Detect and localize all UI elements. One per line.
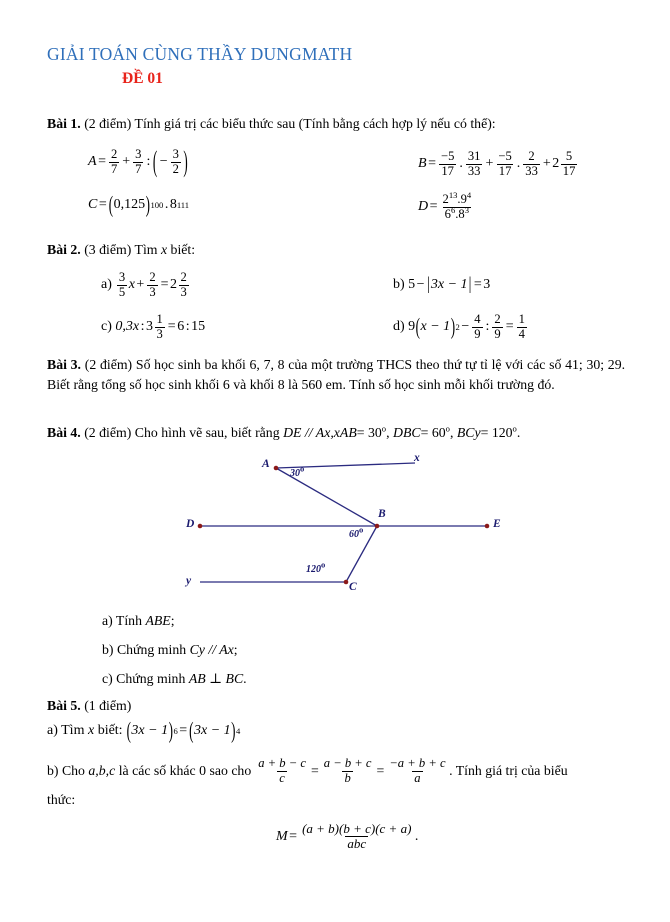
bai2-b-eq: = <box>473 276 482 292</box>
bai2-d-inner: x − 1 <box>420 319 451 335</box>
bai2-d-tag: d) <box>393 319 405 335</box>
bai2-item-d: d) 9 ( x − 1 ) 2 − $\frac{4}{9}$ : $\frac{2}{9}$ = $\frac{1}{4}$ <box>393 312 525 341</box>
expr-M-name: M <box>276 828 288 844</box>
bai4-cond4: BCy <box>456 425 481 440</box>
expr-D-eq: = <box>429 199 438 215</box>
bai4-label: Bài 4. <box>47 425 81 440</box>
bai2-heading <box>47 240 627 260</box>
bai2-item-a <box>101 271 190 299</box>
bai5-b-frac3: $\frac{-a + b + c}{a}$ <box>389 756 446 785</box>
bai5-expr-M <box>276 822 418 851</box>
point-C-dot <box>344 580 349 585</box>
expr-B-frac1: $\frac{-5}{17}$ <box>440 149 455 178</box>
expr-B-eq: = <box>428 156 436 172</box>
bai4-cond1: DE // Ax, <box>283 425 334 440</box>
bai2-b-five: 5 <box>408 276 416 292</box>
geometry-figure <box>150 448 530 612</box>
angle-label-B: 60$^o$ <box>349 524 364 540</box>
expr-C-open: ( <box>108 190 114 218</box>
bai1-points: (2 điểm) <box>84 116 132 131</box>
bai2-a-frac1: $\frac{3}{5}$ <box>118 270 126 299</box>
bai2-d-frac2: $\frac{2}{9}$ <box>494 312 501 341</box>
bai5-label: Bài 5. <box>47 698 81 713</box>
bai2-item-c <box>101 313 205 341</box>
bai2-c-rcolon: : <box>185 319 190 335</box>
bai2-c-colon: : <box>140 319 145 335</box>
bai4-qb-end: ; <box>233 642 238 657</box>
bai2-b-tag: b) <box>393 276 405 292</box>
bai4-text-pre: Cho hình vẽ sau, biết rằng <box>134 425 280 440</box>
expr-A-eq: = <box>98 154 106 170</box>
bai3-block <box>47 355 625 394</box>
expr-M-eq: = <box>289 828 298 844</box>
bai5-item-a: a) Tìm x biết: ( 3x − 1 ) 6 = ( 3x − 1 ) 4 <box>47 716 241 744</box>
bai5-heading <box>47 696 447 716</box>
expr-A-minus: − <box>159 154 168 170</box>
expr-A-colon: : <box>146 154 151 170</box>
bai4-question-b <box>102 640 502 660</box>
bai2-d-frac1: $\frac{4}{9}$ <box>474 312 481 341</box>
bai2-a-x: x <box>128 277 135 293</box>
bai2-a-whole: 2 <box>170 277 178 293</box>
bai5-b-frac2: $\frac{a - b + c}{b}$ <box>323 756 372 785</box>
bai2-a-eq: = <box>160 277 169 293</box>
bai2-c-eq: = <box>167 319 176 335</box>
expr-B-dot2: . <box>516 156 521 172</box>
bai2-b-minus: − <box>416 276 425 292</box>
label-point-A: A <box>262 458 270 470</box>
bai2-c-r1: 6 <box>177 319 185 335</box>
bai4-qa-tag: a) <box>102 613 113 628</box>
bai2-d-frac3: $\frac{1}{4}$ <box>518 312 525 341</box>
bai4-eq1: = 30 <box>356 425 382 440</box>
expr-C-close: ) <box>145 190 150 218</box>
exam-code: ĐỀ 01 <box>122 70 163 87</box>
bai2-d-open: ( <box>415 313 421 340</box>
bai2-d-colon: : <box>485 319 490 335</box>
bai4-deg2: o <box>445 423 450 434</box>
bai4-block <box>47 423 637 443</box>
bai2-c-whole: 3 <box>146 319 153 335</box>
bai2-d-close: ) <box>450 313 456 340</box>
bai2-c-frac: $\frac{1}{3}$ <box>156 312 163 341</box>
expr-D-name: D <box>418 199 429 215</box>
bai3-points: (2 điểm) <box>84 357 133 372</box>
label-point-B: B <box>378 508 386 520</box>
bai5-a-close1: ) <box>168 716 173 744</box>
bai5-a-var: x <box>87 722 95 738</box>
expr-A-plus: + <box>122 154 131 170</box>
bai4-qb-text: Chứng minh <box>116 642 187 657</box>
bai5-a-text: biết: <box>97 722 123 738</box>
bai3-text: Số học sinh ba khối 6, 7, 8 của một trường THCS theo thứ tự tỉ lệ với các số 41; 30; 29. Biết rằng tổng số học sinh khối 6 và khối 8 là 560 em. Tính số học sinh mỗi khối trường đó. <box>47 357 626 392</box>
expr-A-close-paren: ) <box>183 143 188 179</box>
point-A-dot <box>274 466 279 471</box>
bai5-b-cont: thức: <box>47 792 76 807</box>
bai5-a-tag: a) Tìm <box>47 722 85 738</box>
bai2-prompt-post: biết: <box>170 242 196 257</box>
bai2-prompt-pre: Tìm <box>134 242 158 257</box>
bai4-question-a <box>102 611 502 631</box>
expr-M-period: . <box>414 828 419 844</box>
expr-M-fraction <box>300 822 413 851</box>
label-ray-y: y <box>186 575 192 587</box>
bai4-eq3: = 120 <box>480 425 513 440</box>
point-D-dot <box>198 524 203 529</box>
expr-C-base: 0,125 <box>113 196 146 212</box>
bai2-a-tag: a) <box>101 277 112 293</box>
bai2-a-plus: + <box>136 277 145 293</box>
bai4-deg1: o <box>381 423 387 434</box>
bai2-points: (3 điểm) <box>84 242 132 257</box>
bai4-qb-tag: b) <box>102 642 114 657</box>
expr-B-frac2: $\frac{31}{33}$ <box>467 149 481 178</box>
bai1-heading <box>47 114 627 134</box>
bai5-a-in1: 3x − 1 <box>131 722 169 738</box>
bai4-qc-text: Chứng minh <box>116 671 186 686</box>
bai4-period: . <box>516 425 521 440</box>
bai4-qa-end: ; <box>170 613 175 628</box>
point-E-dot <box>485 524 490 529</box>
expr-D-denominator: $6^6.8^3$ <box>444 204 470 221</box>
bai2-b-bar-right: | <box>468 274 472 294</box>
bai4-comma2: , <box>449 425 454 440</box>
expr-B-dot1: . <box>459 156 463 172</box>
expr-B-frac5: $\frac{5}{17}$ <box>562 149 576 178</box>
expr-A-name: A <box>88 154 97 170</box>
bai5-item-b <box>47 757 568 785</box>
expr-D-fraction <box>441 189 474 221</box>
site-title: GIẢI TOÁN CÙNG THẦY DUNGMATH <box>47 44 353 64</box>
expr-A-frac3: $\frac{3}{2}$ <box>172 147 179 176</box>
expr-A-frac2: $\frac{3}{7}$ <box>135 147 142 176</box>
bai4-comma1: , <box>386 425 390 440</box>
bai1-label: Bài 1. <box>47 116 81 131</box>
expr-C-dot: . <box>164 196 169 212</box>
label-ray-x: x <box>414 452 420 464</box>
bai4-qc-end: . <box>243 671 247 686</box>
bai2-b-three: 3 <box>483 276 491 292</box>
bai2-d-minus: − <box>461 319 470 335</box>
bai2-b-inner: 3x − 1 <box>430 276 468 292</box>
bai2-prompt-var: x <box>160 242 168 257</box>
bai2-c-r2: 15 <box>191 319 206 335</box>
expr-C-name: C <box>88 196 98 212</box>
expr-A-frac1: $\frac{2}{7}$ <box>110 147 118 176</box>
label-point-E: E <box>493 518 501 530</box>
point-B-dot <box>375 524 380 529</box>
bai4-cond3: DBC <box>393 425 421 440</box>
bai2-a-frac2: $\frac{2}{3}$ <box>149 270 156 299</box>
bai1-expr-B <box>418 150 579 178</box>
bai4-eq2: = 60 <box>420 425 446 440</box>
bai4-question-c <box>102 669 502 689</box>
expr-B-frac3: $\frac{-5}{17}$ <box>498 149 512 178</box>
bai1-expr-C: C = ( 0,125 ) 100 . 8 111 <box>88 190 190 218</box>
bai4-points: (2 điểm) <box>84 425 132 440</box>
expr-C-base2: 8 <box>169 196 177 212</box>
bai1-expr-A <box>88 143 189 179</box>
bai4-cond2: xAB <box>333 425 357 440</box>
expr-B-plus2: + <box>542 156 551 172</box>
expr-M-denominator: abc <box>347 836 367 852</box>
bai1-prompt: Tính giá trị các biểu thức sau (Tính bằng cách hợp lý nếu có thể): <box>134 116 496 131</box>
bai3-label: Bài 3. <box>47 357 82 372</box>
bai2-d-nine: 9 <box>408 319 416 335</box>
bai4-deg3: o <box>512 423 517 434</box>
bai5-a-eq: = <box>179 722 188 738</box>
bai4-qc-expr: AB ⊥ BC <box>188 671 244 686</box>
bai5-b-text: là các số khác 0 sao cho <box>118 763 252 779</box>
bai4-qc-tag: c) <box>102 671 113 686</box>
bai2-c-tag: c) <box>101 319 112 335</box>
bai5-b-eq2: = <box>376 763 385 779</box>
bai4-qa-expr: ABE <box>145 613 171 628</box>
expr-D-numerator: $2^{13}.9^4$ <box>442 189 472 206</box>
bai5-a-close2: ) <box>231 716 236 744</box>
bai2-b-bar-left: | <box>427 274 430 294</box>
bai4-qa-text: Tính <box>115 613 142 628</box>
bai5-a-open1: ( <box>126 716 131 744</box>
bai5-a-in2: 3x − 1 <box>193 722 231 738</box>
bai2-d-eq: = <box>505 319 514 335</box>
bai5-b-tail: . Tính giá trị của biểu <box>449 763 568 779</box>
bai2-item-b <box>393 276 490 293</box>
bai1-expr-D <box>418 189 475 221</box>
bai5-b-frac1: $\frac{a + b - c}{c}$ <box>258 756 306 785</box>
angle-label-C: 120$^o$ <box>306 559 326 575</box>
expr-A-open-paren: ( <box>152 143 158 179</box>
bai5-a-open2: ( <box>189 716 194 744</box>
expr-B-frac4: $\frac{2}{33}$ <box>525 149 538 178</box>
bai5-points: (1 điểm) <box>84 698 132 713</box>
bai5-b-tag: b) Cho <box>47 763 85 779</box>
bai2-c-lhs: 0,3x <box>115 319 140 335</box>
label-point-D: D <box>186 518 195 530</box>
bai4-qb-expr: Cy // Ax <box>189 642 234 657</box>
geometry-svg <box>150 448 530 608</box>
expr-B-name: B <box>418 156 427 172</box>
expr-B-whole: 2 <box>552 156 560 172</box>
expr-B-plus1: + <box>485 156 494 172</box>
angle-label-A: 30$^o$ <box>290 463 305 479</box>
bai5-b-eq1: = <box>310 763 319 779</box>
expr-M-numerator: (a + b)(b + c)(c + a) <box>302 821 412 836</box>
bai2-a-frac3: $\frac{2}{3}$ <box>180 270 187 299</box>
bai2-label: Bài 2. <box>47 242 81 257</box>
bai5-b-vars: a,b,c <box>88 763 116 779</box>
label-point-C: C <box>349 581 357 593</box>
expr-C-eq: = <box>98 196 107 212</box>
